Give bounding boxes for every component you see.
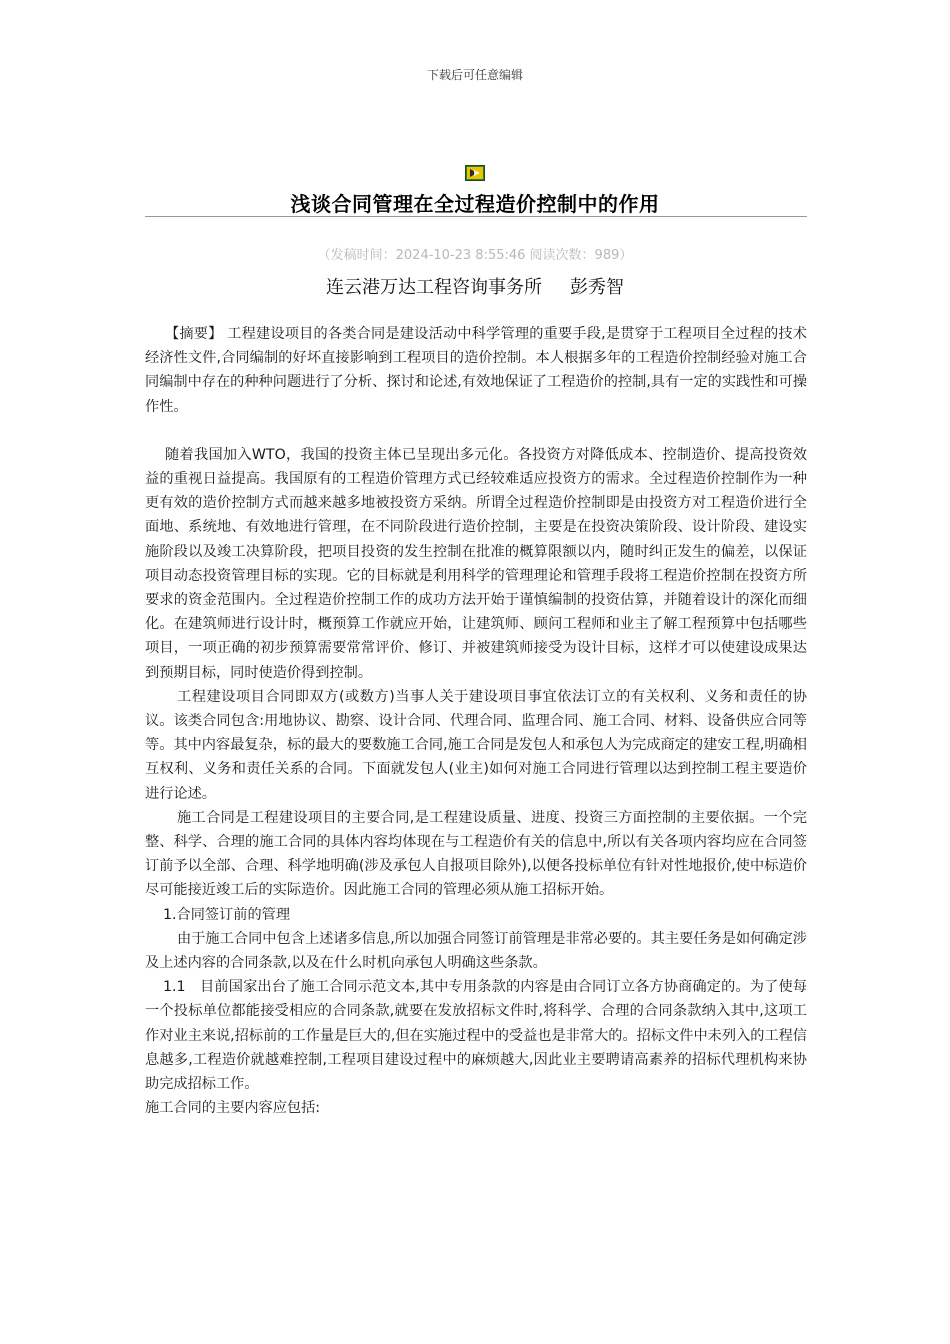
byline-author: 彭秀智 (570, 277, 624, 298)
byline-org: 连云港万达工程咨询事务所 (326, 277, 542, 298)
article-body (145, 322, 807, 1121)
page-title: 浅谈合同管理在全过程造价控制中的作用 (290, 192, 660, 216)
paragraph-contents-lead: 施工合同的主要内容应包括: (145, 1100, 321, 1117)
download-document-icon (465, 165, 485, 181)
section-heading-1: 1.合同签订前的管理 (163, 906, 291, 923)
header-note: 下载后可任意编辑 (426, 68, 523, 82)
title-divider (145, 216, 807, 217)
paragraph-construction-contract: 施工合同是工程建设项目的主要合同,是工程建设质量、进度、投资三方面控制的主要依据。一个完整、科学、合理的施工合同的具体内容均体现在与工程造价有关的信息中,所以有关各项内容均应在合同签订前予以全部、合理、科学地明确(涉及承包人自报项目除外),以便各投标单位有针对性地报价,使中标造价尽可能接近竣工后的实际造价。因此施工合同的管理必须从施工招标开始。 (145, 809, 807, 899)
paragraph-intro: 随着我国加入WTO，我国的投资主体已呈现出多元化。各投资方对降低成本、控制造价、提高投资效益的重视日益提高。我国原有的工程造价管理方式已经较难适应投资方的需求。全过程造价控制作为一种更有效的造价控制方式而越来越多地被投资方采纳。所谓全过程造价控制即是由投资方对工程造价进行全面地、系统地、有效地进行管理，在不同阶段进行造价控制，主要是在投资决策阶段、设计阶段、建设实施阶段以及竣工决算阶段，把项目投资的发生控制在批准的概算限额以内，随时纠正发生的偏差，以保证项目动态投资管理目标的实现。它的目标就是利用科学的管理理论和管理手段将工程造价控制在投资方所要求的资金范围内。全过程造价控制工作的成功方法开始于谨慎编制的投资估算，并随着设计的深化而细化。在建筑师进行设计时，概预算工作就应开始，让建筑师、顾问工程师和业主了解工程预算中包括哪些项目，一项正确的初步预算需要常常评价、修订、并被建筑师接受为设计目标，这样才可以使建设成果达到预期目标，同时使造价得到控制。 (145, 446, 807, 681)
byline (0, 273, 950, 299)
paragraph-pre-signing: 由于施工合同中包含上述诸多信息,所以加强合同签订前管理是非常必要的。其主要任务是如何确定涉及上述内容的合同条款,以及在什么时机向承包人明确这些条款。 (145, 930, 807, 972)
publish-meta: （发稿时间：2024-10-23 8:55:46 阅读次数：989） (317, 248, 633, 263)
abstract: 【摘要】 工程建设项目的各类合同是建设活动中科学管理的重要手段,是贯穿于工程项目全过程的技术经济性文件,合同编制的好坏直接影响到工程项目的造价控制。本人根据多年的工程造价控制经验对施工合同编制中存在的种种问题进行了分析、探讨和论述,有效地保证了工程造价的控制,具有一定的实践性和可操作性。 (145, 326, 807, 415)
paragraph-contract-definition: 工程建设项目合同即双方(或数方)当事人关于建设项目事宜依法订立的有关权利、义务和责任的协议。该类合同包含:用地协议、勘察、设计合同、代理合同、监理合同、施工合同、材料、设备供应合同等等。其中内容最复杂，标的最大的要数施工合同,施工合同是发包人和承包人为完成商定的建安工程,明确相互权利、义务和责任关系的合同。下面就发包人(业主)如何对施工合同进行管理以达到控制工程主要造价进行论述。 (145, 688, 807, 802)
paragraph-1-1: 1.1 目前国家出台了施工合同示范文本,其中专用条款的内容是由合同订立各方协商确定的。为了使每一个投标单位都能接受相应的合同条款,就要在发放招标文件时,将科学、合理的合同条款纳入其中,这项工作对业主来说,招标前的工作量是巨大的,但在实施过程中的受益也是非常大的。招标文件中未列入的工程信息越多,工程造价就越难控制,工程项目建设过程中的麻烦越大,因此业主要聘请高素养的招标代理机构来协助完成招标工作。 (145, 979, 807, 1093)
